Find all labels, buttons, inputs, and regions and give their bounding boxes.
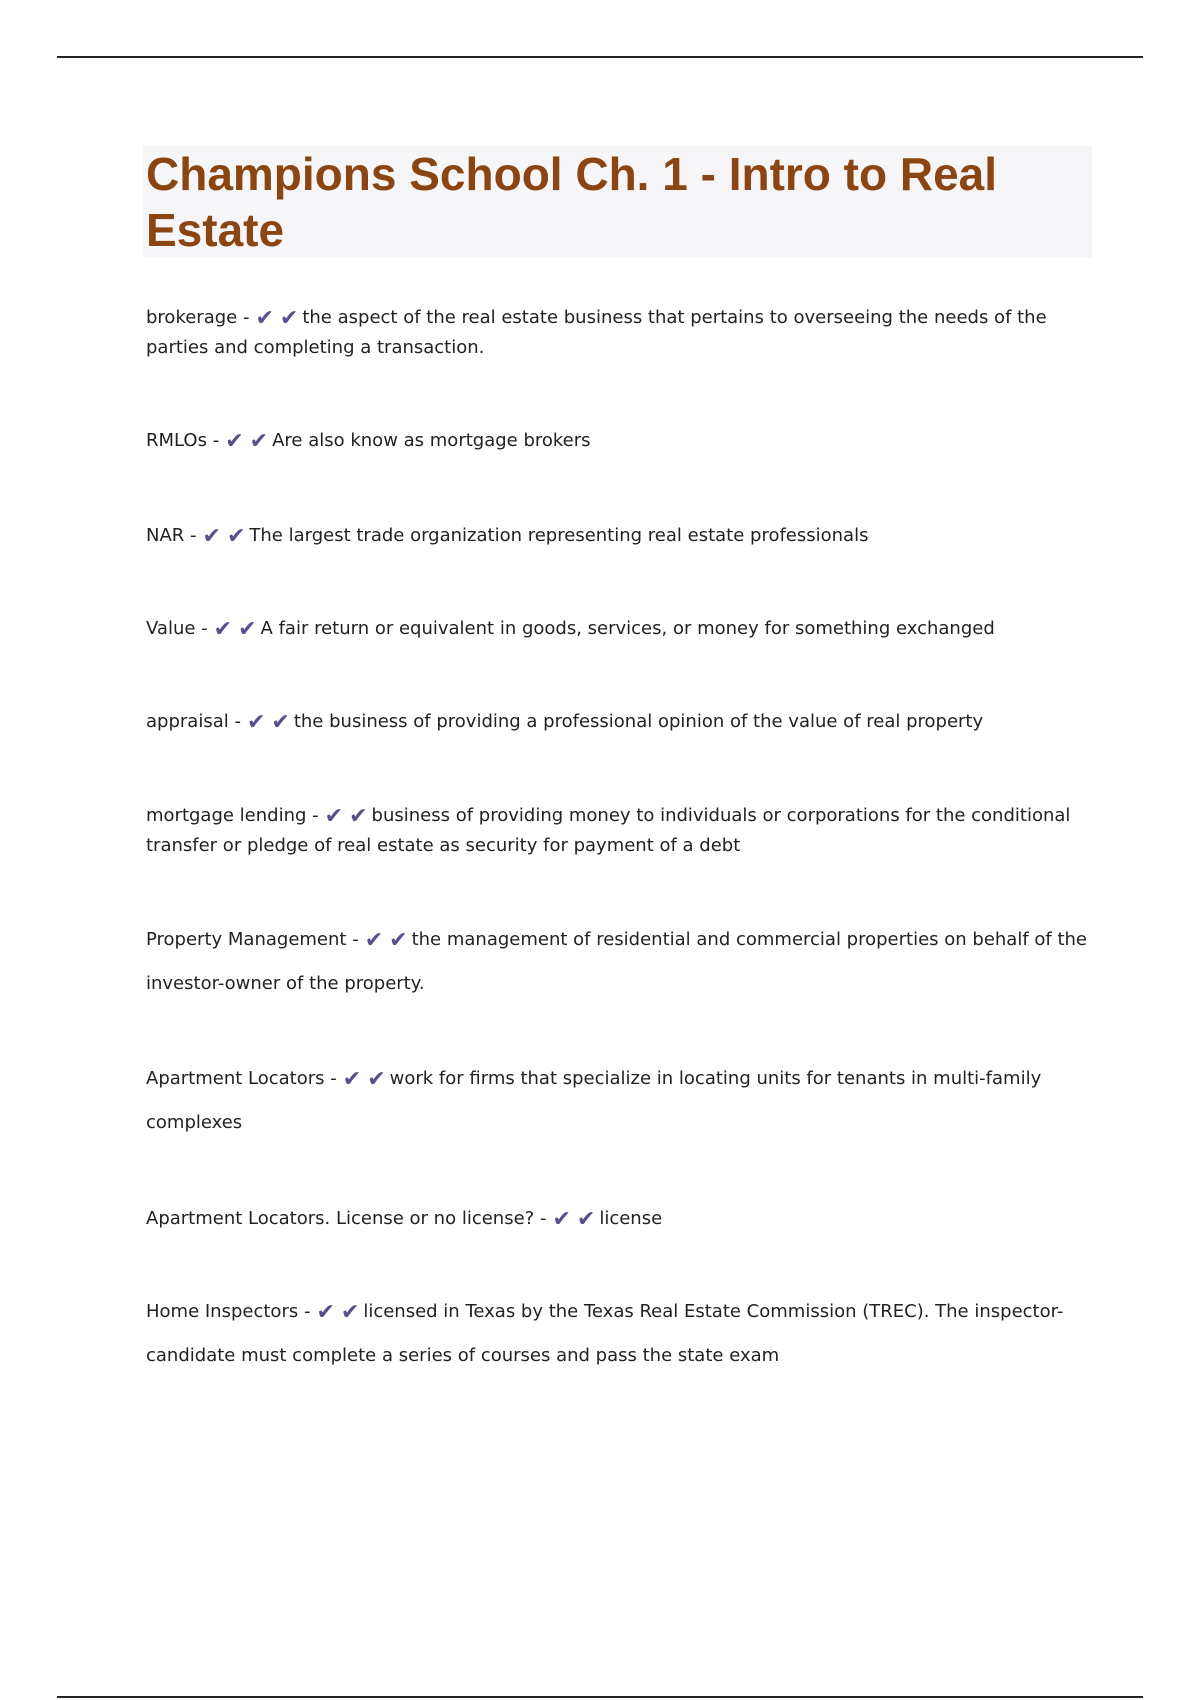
entry-term: Apartment Locators xyxy=(146,1068,325,1089)
separator: - xyxy=(234,711,241,732)
bottom-rule xyxy=(57,1696,1143,1698)
entry-home-inspectors xyxy=(146,1290,1091,1378)
entry-definition: the management of residential and commercial properties on behalf of the investor-owner of the property. xyxy=(146,929,1088,994)
entry-appraisal xyxy=(146,707,1091,737)
check-icon: ✔ xyxy=(552,1207,571,1232)
entry-definition: the business of providing a professional opinion of the value of real property xyxy=(293,711,984,732)
check-icon: ✔ xyxy=(255,306,274,331)
separator: - xyxy=(330,1068,337,1089)
page-title: Champions School Ch. 1 - Intro to Real Estate xyxy=(146,148,998,256)
separator: - xyxy=(312,805,319,826)
check-icon: ✔ xyxy=(238,617,257,642)
entry-definition: license xyxy=(599,1208,663,1229)
check-icon: ✔ xyxy=(324,804,344,829)
entry-definition: A fair return or equivalent in goods, services, or money for something exchanged xyxy=(260,618,995,639)
separator: - xyxy=(539,1208,547,1229)
entry-value xyxy=(146,614,1091,644)
entry-apartment-locators-license xyxy=(146,1204,1091,1234)
entry-definition: The largest trade organization representing real estate professionals xyxy=(249,525,869,546)
entry-definition: Are also know as mortgage brokers xyxy=(272,430,591,451)
check-icon: ✔ xyxy=(225,429,244,454)
separator: - xyxy=(201,618,208,639)
check-icon: ✔ xyxy=(202,524,221,549)
entry-property-management xyxy=(146,918,1091,1006)
separator: - xyxy=(352,929,359,950)
entry-definition: licensed in Texas by the Texas Real Estate Commission (TREC). The inspector-candidate must complete a series of courses and pass the state exam xyxy=(146,1301,1064,1366)
entry-definition: work for firms that specialize in locating units for tenants in multi-family complexes xyxy=(146,1068,1042,1133)
check-icon: ✔ xyxy=(249,429,269,454)
check-icon: ✔ xyxy=(367,1067,386,1092)
entry-apartment-locators xyxy=(146,1057,1091,1145)
check-icon: ✔ xyxy=(349,804,368,829)
check-icon: ✔ xyxy=(279,306,299,331)
check-icon: ✔ xyxy=(246,710,266,735)
entry-definition: business of providing money to individuals or corporations for the conditional transfer or pledge of real estate as security for payment of a debt xyxy=(146,805,1071,856)
entry-rmlos xyxy=(146,426,1091,456)
entry-term: Home Inspectors xyxy=(146,1301,299,1322)
check-icon: ✔ xyxy=(389,928,408,953)
check-icon: ✔ xyxy=(342,1067,362,1092)
entry-mortgage-lending xyxy=(146,801,1091,861)
entry-term: brokerage xyxy=(146,307,238,328)
check-icon: ✔ xyxy=(271,710,290,735)
check-icon: ✔ xyxy=(364,928,384,953)
entry-term: Property Management xyxy=(146,929,347,950)
entry-term: appraisal xyxy=(146,711,229,732)
check-icon: ✔ xyxy=(576,1207,596,1232)
separator: - xyxy=(242,307,250,328)
check-icon: ✔ xyxy=(316,1300,335,1325)
entry-nar xyxy=(146,521,1091,551)
check-icon: ✔ xyxy=(340,1300,360,1325)
separator: - xyxy=(190,525,197,546)
separator: - xyxy=(212,430,220,451)
separator: - xyxy=(303,1301,311,1322)
entry-definition: the aspect of the real estate business that pertains to overseeing the needs of the parties and completing a transaction. xyxy=(146,307,1047,358)
check-icon: ✔ xyxy=(213,617,233,642)
entry-term: RMLOs xyxy=(146,430,207,451)
top-rule xyxy=(57,56,1143,58)
entry-term: mortgage lending xyxy=(146,805,307,826)
entry-term: NAR xyxy=(146,525,185,546)
entry-term: Value xyxy=(146,618,196,639)
entry-term: Apartment Locators. License or no license? xyxy=(146,1208,535,1229)
check-icon: ✔ xyxy=(226,524,246,549)
entry-brokerage xyxy=(146,303,1091,363)
